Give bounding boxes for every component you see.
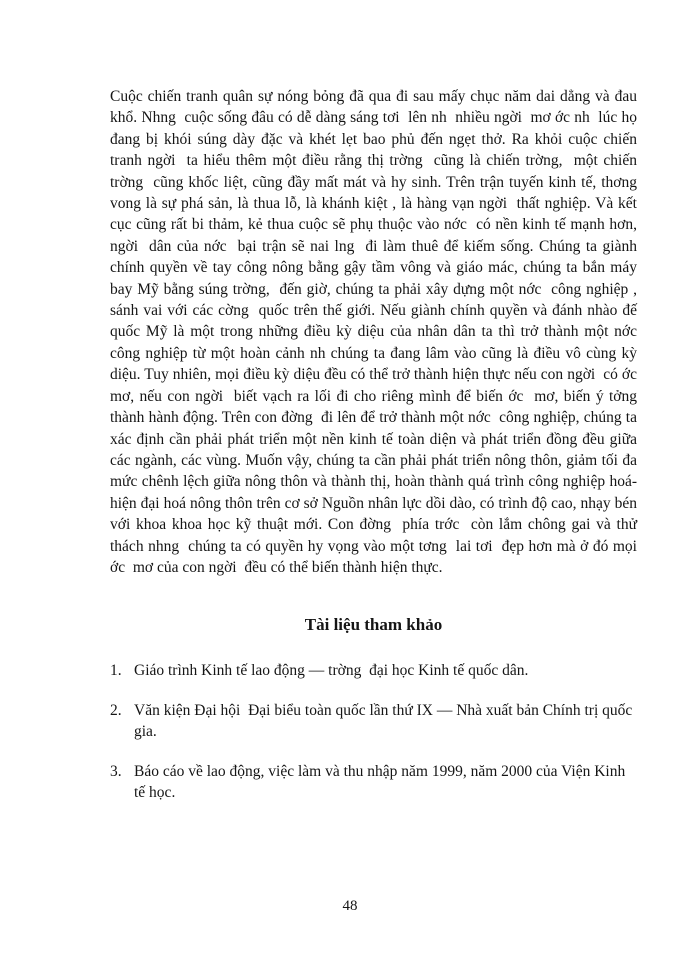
page-content [110, 86, 645, 822]
reference-number: 2. [110, 701, 122, 719]
reference-list [110, 660, 637, 804]
reference-text: Giáo trình Kinh tế lao động — trờng đại học Kinh tế quốc dân. [134, 662, 529, 680]
page-number: 48 [342, 898, 358, 914]
reference-number: 1. [110, 662, 122, 680]
reference-item [110, 660, 637, 682]
body-paragraph: Cuộc chiến tranh quân sự nóng bỏng đã qua đi sau mấy chục năm dai dẳng và đau khổ. Nhng cuộc sống đâu có dễ dàng sáng tơi lên nh nhiều ngời mơ ớc nh lúc họ đang bị khói súng dày đặc và khét lẹt bao phủ đến ngẹt thở. Ra khỏi cuộc chiến tranh ngời ta hiểu thêm một điều rằng thị trờng cũng là chiến trờng, một chiến trờng cũng khốc liệt, cũng đầy mất mát và hy sinh. Trên trận tuyến kinh tế, thơng vong là sự phá sản, là thua lỗ, là khánh kiệt , là hàng vạn ngời thất nghiệp. Và kết cục cũng rất bi thảm, kẻ thua cuộc sẽ phụ thuộc vào nớc có nền kinh tế mạnh hơn, ngời dân của nớc bại trận sẽ nai lng đi làm thuê để kiếm sống. Chúng ta giành chính quyền về tay công nông bằng gậy tầm vông và giáo mác, chúng ta bắn máy bay Mỹ bằng súng trờng, đến giờ, chúng ta phải xây dựng một nớc công nghiệp , sánh vai với các cờng quốc trên thế giới. Nếu giành chính quyền và đánh nhào đế quốc Mỹ là một trong những điều kỳ diệu của nhân dân ta thì trở thành một nớc công nghiệp từ một hoàn cảnh nh chúng ta đang lâm vào cũng là điều vô cùng kỳ diệu. Tuy nhiên, mọi điều kỳ diệu đều có thể trở thành hiện thực nếu con ngời có ớc mơ, nếu con ngời biết vạch ra lối đi cho riêng mình để biến ớc mơ, biến ý tởng thành hành động. Trên con đờng đi lên để trở thành một nớc công nghiệp, chúng ta xác định cần phải phát triển một nền kinh tế toàn diện và phát triển đồng đều giữa các ngành, các vùng. Muốn vậy, chúng ta cần phải phát triển nông thôn, giảm tối đa mức chênh lệch giữa nông thôn và thành thị, hoàn thành quá trình công nghiệp hoá-hiện đại hoá nông thôn trên cơ sở Nguồn nhân lực dồi dào, có trình độ cao, nhạy bén với khoa khoa học kỹ thuật mới. Con đờng phía trớc còn lắm chông gai và thử thách nhng chúng ta có quyền hy vọng vào một tơng lai tơi đẹp hơn mà ở đó mọi ớc mơ của con ngời đều có thể biến thành hiện thực. [110, 88, 645, 576]
references-heading: Tài liệu tham khảo [304, 615, 443, 635]
reference-text: Báo cáo về lao động, việc làm và thu nhập năm 1999, năm 2000 của Viện Kinh tế học. [134, 762, 630, 802]
reference-text: Văn kiện Đại hội Đại biểu toàn quốc lần thứ IX — Nhà xuất bản Chính trị quốc gia. [134, 701, 637, 741]
reference-item [110, 761, 637, 804]
reference-item [110, 700, 637, 743]
reference-number: 3. [110, 762, 122, 780]
